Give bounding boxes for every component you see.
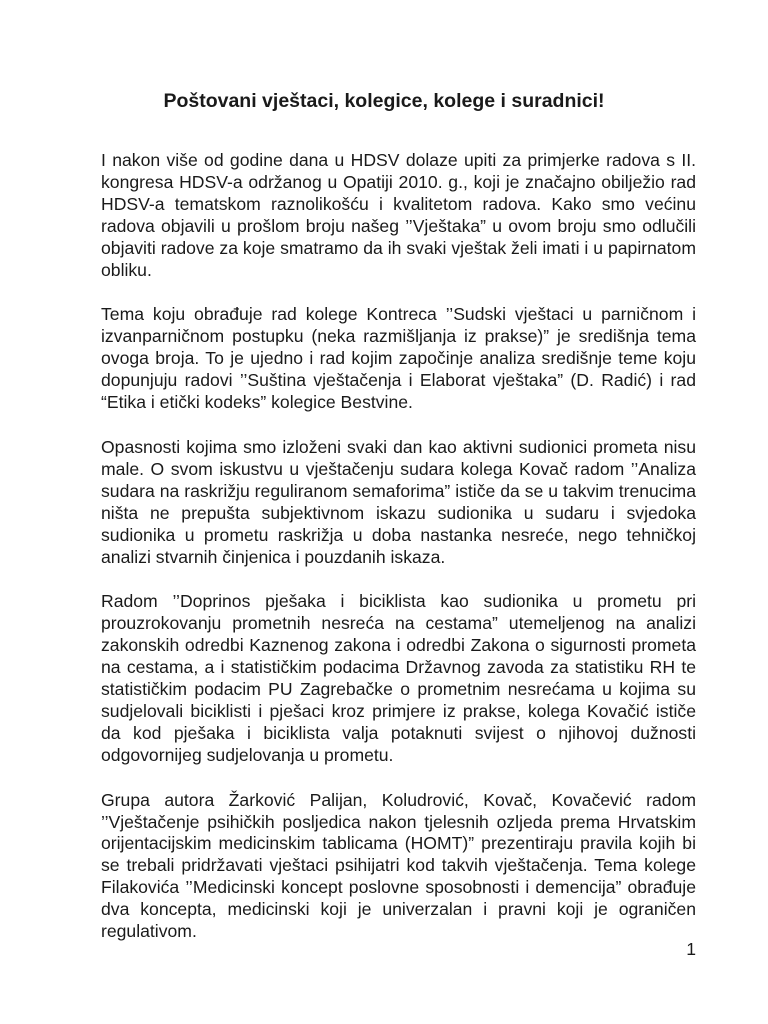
page-number: 1 [686,939,696,959]
paragraph-3: Opasnosti kojima smo izloženi svaki dan kao aktivni sudionici prometa nisu male. O svom iskustvu u vještačenju sudara kolega Kovač radom ’’Analiza sudara na raskrižju reguliranom semaforima” ističe da se u takvim trenucima ništa ne prepušta subjektivnom iskazu sudionika u sudaru i svjedoka sudionika u prometu raskrižja u doba nastanka nesreće, nego tehničkoj analizi stvarnih činjenica i pouzdanih iskaza. [101,436,696,567]
paragraph-4: Radom ’’Doprinos pješaka i biciklista kao sudionika u prometu pri prouzrokovanju prometnih nesreća na cestama” utemeljenog na analizi zakonskih odredbi Kaznenog zakona i odredbi Zakona o sigurnosti prometa na cestama, a i statističkim podacima Državnog zavoda za statistiku RH te statističkim podacim PU Zagrebačke o prometnim nesrećama u kojima su sudjelovali biciklisti i pješaci kroz primjere iz prakse, kolega Kovačić ističe da kod pješaka i biciklista valja potaknuti svijest o njihovoj dužnosti odgovornijeg sudjelovanja u prometu. [101,591,696,765]
paragraph-2: Tema koju obrađuje rad kolege Kontreca ’’Sudski vještaci u parničnom i izvanparničnom postupku (neka razmišljanja iz prakse)” je središnja tema ovoga broja. To je ujedno i rad kojim započinje analiza središnje teme koju dopunjuju radovi ’’Suština vještačenja i Elaborat vještaka” (D. Radić) i rad “Etika i etički kodeks” kolegice Bestvine. [101,304,696,413]
page-title: Poštovani vještaci, kolegice, kolege i suradnici! [163,90,605,112]
paragraph-1: I nakon više od godine dana u HDSV dolaze upiti za primjerke radova s II. kongresa HDSV-a održanog u Opatiji 2010. g., koji je značajno obilježio rad HDSV-a tematskom raznolikošću i kvalitetom radova. Kako smo većinu radova objavili u prošlom broju našeg ’’Vještaka” u ovom broju smo odlučili objaviti radove za koje smatramo da ih svaki vještak želi imati i u papirnatom obliku. [101,150,696,280]
body-text [101,150,696,966]
paragraph-5: Grupa autora Žarković Palijan, Koludrović, Kovač, Kovačević radom ’’Vještačenje psihičkih posljedica nakon tjelesnih ozljeda prema Hrvatskim orijentacijskim medicinskim tablicama (HOMT)” prezentiraju pravila kojih bi se trebali pridržavati vještaci psihijatri kod takvih vještačenja. Tema kolege Filakovića ’’Medicinski koncept poslovne sposobnosti i demencija” obrađuje dva koncepta, medicinski koji je univerzalan i pravni koji je ograničen regulativom. [101,789,696,942]
